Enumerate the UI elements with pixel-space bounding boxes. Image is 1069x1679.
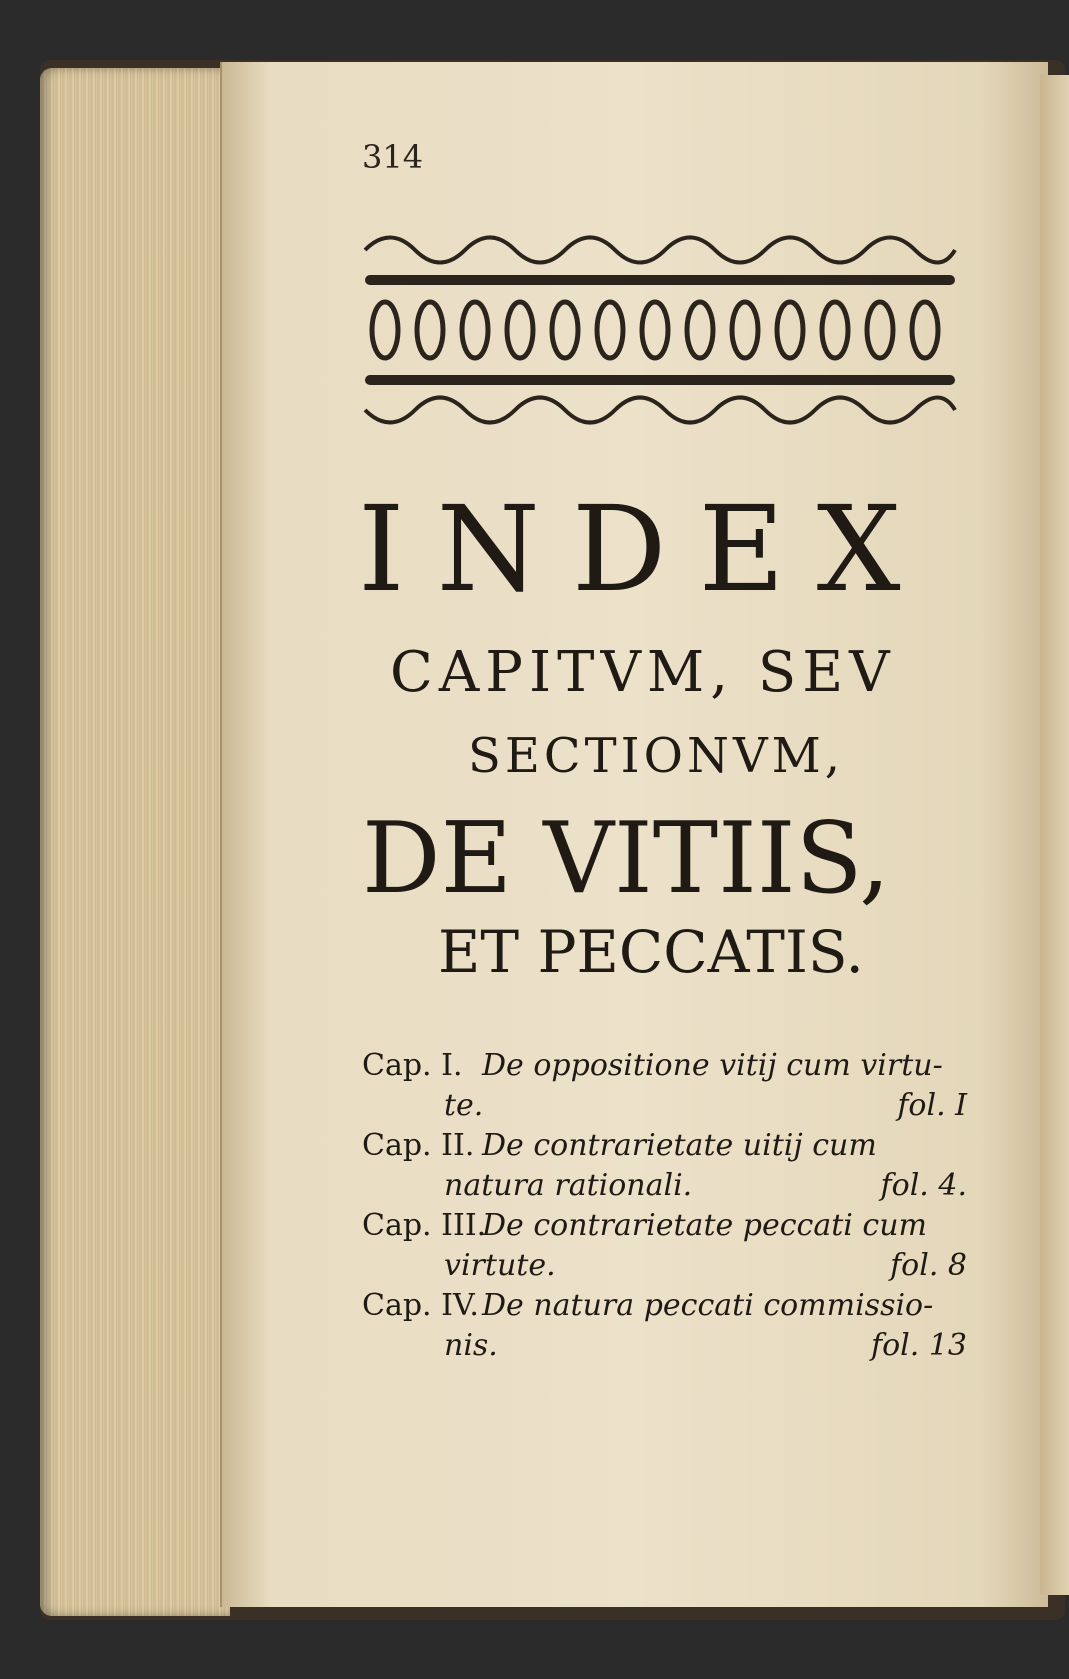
folio-reference: fol. 8	[890, 1248, 967, 1283]
folio-reference: fol. I	[897, 1088, 967, 1123]
chapter-entry	[362, 1048, 967, 1128]
chapter-label: Cap. III.	[362, 1208, 487, 1243]
chapter-title: De oppositione vitij cum virtu-	[482, 1048, 943, 1083]
page-number: 314	[362, 138, 424, 176]
chapter-list	[362, 1048, 967, 1368]
subtitle-et-peccatis: ET PECCATIS.	[438, 918, 864, 986]
chapter-title-continuation: natura rationali.	[444, 1168, 693, 1203]
chapter-title-continuation: virtute.	[444, 1248, 556, 1283]
chapter-title: De natura peccati commissio-	[482, 1288, 934, 1323]
chapter-label: Cap. II.	[362, 1128, 475, 1163]
folio-reference: fol. 4.	[880, 1168, 967, 1203]
chapter-label: Cap. I.	[362, 1048, 463, 1083]
chapter-entry	[362, 1208, 967, 1288]
subtitle-capitum: CAPITVM, SEV	[390, 640, 896, 705]
chapter-entry	[362, 1288, 967, 1368]
subtitle-de-vitiis: DE VITIIS,	[362, 802, 891, 916]
page-edges	[40, 68, 230, 1616]
next-page-edge	[1040, 75, 1069, 1595]
ornamental-headpiece	[360, 225, 960, 440]
chapter-title: De contrarietate peccati cum	[482, 1208, 927, 1243]
folio-reference: fol. 13	[870, 1328, 967, 1363]
title-index: INDEX	[358, 480, 933, 618]
chapter-entry	[362, 1128, 967, 1208]
chapter-label: Cap. IV.	[362, 1288, 479, 1323]
chapter-title-continuation: nis.	[444, 1328, 498, 1363]
subtitle-sectionum: SECTIONVM,	[468, 728, 845, 784]
chapter-title: De contrarietate uitij cum	[482, 1128, 877, 1163]
chapter-title-continuation: te.	[444, 1088, 484, 1123]
